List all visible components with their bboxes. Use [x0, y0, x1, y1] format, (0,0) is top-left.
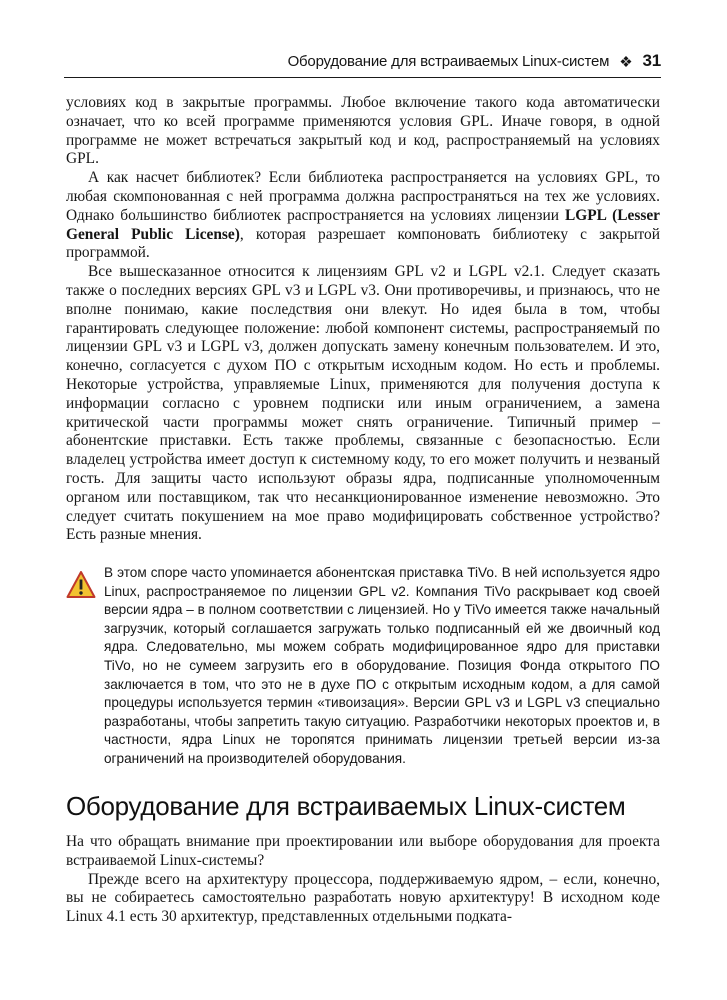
paragraph-1: условиях код в закрытые программы. Любое включение такого кода автоматически означает, что ко всей программе применяются условия GPL. Иначе говоря, в одной программе не может встречаться закрытый код и код, распространяемый на условиях GPL. [66, 94, 660, 168]
paragraph-2 [66, 169, 660, 263]
section-text [66, 833, 660, 927]
lgpl-term: LGPL (Lesser General Public License) [66, 206, 660, 243]
paragraph-2-end: , которая разрешает компоновать библиотеку с закрытой программой. [66, 225, 660, 262]
section-paragraph-2: Прежде всего на архитектуру процессора, поддерживаемую ядром, – если, конечно, вы не собираетесь самостоятельно разработать новую архитектуру! В исходном коде Linux 4.1 есть 30 архитектур, представленных отдельными подката- [66, 870, 660, 926]
page-number: 31 [642, 51, 661, 70]
section-heading: Оборудование для встраиваемых Linux-систем [66, 791, 626, 821]
paragraph-2-start: А как насчет библиотек? Если библиотека распространяется на условиях GPL, то любая скомпонованная с ней программа должна распространяться на тех же условиях. Однако большинство библиотек распространяется на условиях лицензии [66, 169, 660, 224]
note-text: В этом споре часто упоминается абонентская приставка TiVo. В ней используется ядро Linux, распространяемое по лицензии GPL v2. Компания TiVo раскрывает код своей версии ядра – в полном соответствии с лицензией. Но у TiVo имеется также начальный загрузчик, который соглашается загружать только подписанный ей же двоичный код ядра. Следовательно, мы можем собрать модифицированное ядро для приставки TiVo, но не сумеем загрузить его в оборудование. Позиция Фонда открытого ПО заключается в том, что это не в духе ПО с открытым исходным кодом, а для самой процедуры используется термин «тивоизация». Версии GPL v3 и LGPL v3 специально разработаны, чтобы запретить такую ситуацию. Разработчики некоторых проектов и, в частности, ядра Linux не торопятся принимать лицензии третьей версии из-за ограничений на производителей оборудования. [104, 565, 660, 766]
diamond-separator-icon: ❖ [619, 54, 633, 71]
warning-icon [66, 570, 96, 600]
running-header [64, 53, 661, 78]
paragraph-3: Все вышесказанное относится к лицензиям GPL v2 и LGPL v2.1. Следует сказать также о последних версиях GPL v3 и LGPL v3. Они противоречивы, и признаюсь, что не вполне понимаю, какие последствия они влекут. Но идея была в том, чтобы гарантировать следующее положение: любой компонент системы, распространяемый по лицензии GPL v3 и LGPL v3, должен допускать замену конечным пользователем. И это, конечно, согласуется с духом ПО с открытым исходным кодом. Но есть и проблемы. Некоторые устройства, управляемые Linux, применяются для получения доступа к информации согласно с уровнем подписки или иным ограничением, а замена критической части программы может снять ограничение. Типичный пример – абонентские приставки. Есть также проблемы, связанные с безопасностью. Если владелец устройства имеет доступ к системному коду, то его может получить и незваный гость. Для защиты часто используют образы ядра, подписанные уполномоченным органом или поставщиком, так что несанкционированное изменение невозможно. Это следует считать покушением на мое право модифицировать собственное устройство? Есть разные мнения. [66, 263, 660, 544]
section-paragraph-1: На что обращать внимание при проектировании или выборе оборудования для проекта встраиваемой Linux-системы? [66, 833, 660, 869]
warning-note [66, 564, 660, 769]
body-text [66, 94, 660, 545]
running-header-title: Оборудование для встраиваемых Linux-систем [287, 53, 610, 70]
